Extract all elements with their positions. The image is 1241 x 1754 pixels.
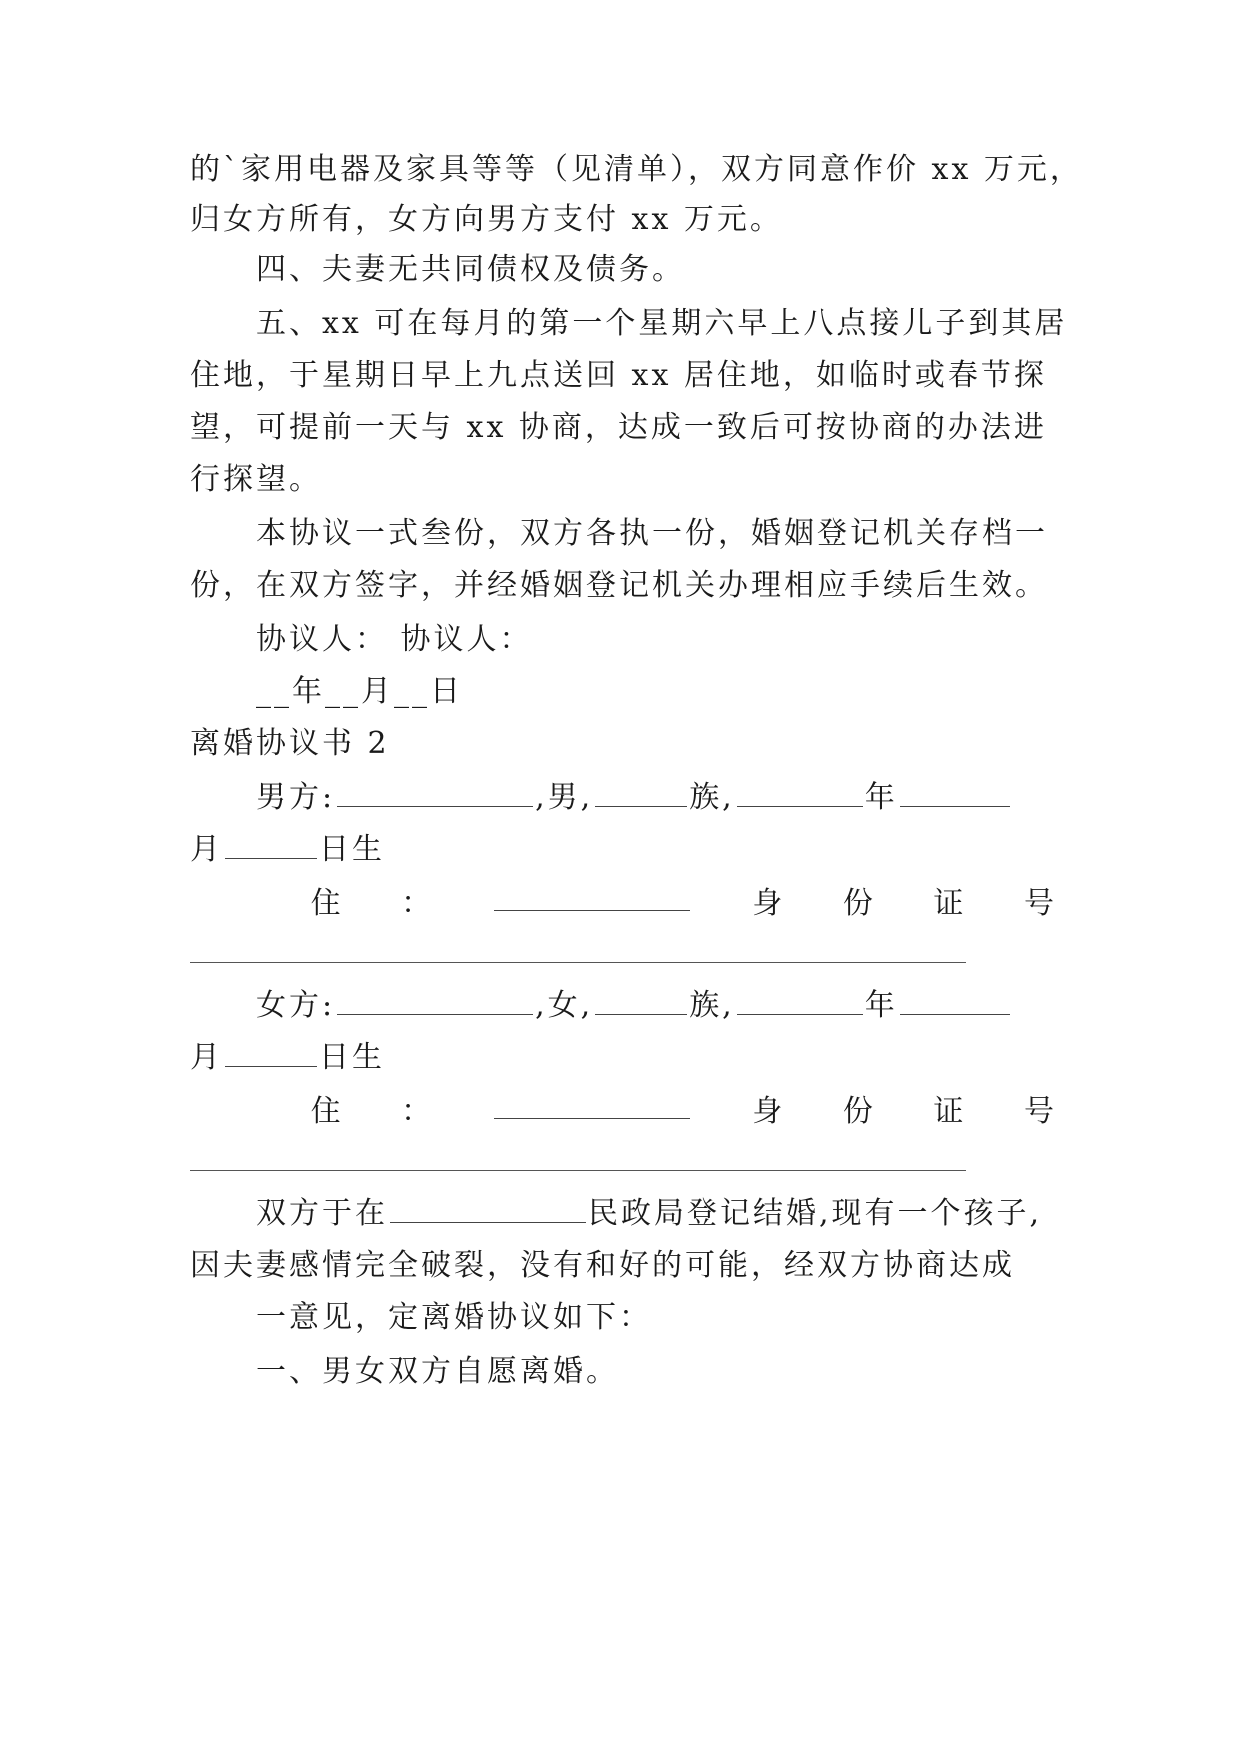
id-char-fen: 份	[842, 886, 873, 921]
id-char-fen: 份	[842, 1094, 873, 1129]
female-address-blank[interactable]	[494, 1092, 690, 1119]
marriage-line	[256, 1194, 1042, 1234]
clause-four: 四、夫妻无共同债权及债务。	[256, 252, 685, 287]
female-gender: ,女,	[535, 988, 594, 1023]
paragraph-line: 的`家用电器及家具等等（见清单），双方同意作价 xx 万元，	[190, 152, 1083, 187]
female-year-blank[interactable]	[737, 988, 863, 1015]
female-ethnic: 族,	[689, 988, 735, 1023]
copies-line: 本协议一式叁份，双方各执一份，婚姻登记机关存档一	[256, 516, 1048, 551]
female-label: 女方:	[256, 988, 336, 1023]
id-char-zheng: 证	[933, 886, 964, 921]
clause-five-line: 行探望。	[190, 462, 322, 497]
male-id-blank[interactable]	[190, 962, 966, 963]
male-month: 月	[190, 832, 223, 867]
female-birth-line	[190, 1038, 385, 1078]
paragraph-line: 归女方所有，女方向男方支付 xx 万元。	[190, 202, 783, 237]
marriage-line: 一意见，定离婚协议如下：	[256, 1300, 652, 1335]
clause-five-line: 望，可提前一天与 xx 协商，达成一致后可按协商的办法进	[190, 410, 1047, 445]
male-ethnic-blank[interactable]	[595, 780, 687, 807]
male-label: 男方:	[256, 780, 336, 815]
female-month-blank[interactable]	[900, 988, 1010, 1015]
male-address-colon: ：	[401, 886, 432, 921]
female-name-blank[interactable]	[337, 988, 533, 1015]
male-year: 年	[864, 780, 898, 815]
female-ethnic-blank[interactable]	[595, 988, 687, 1015]
female-address-line	[190, 1092, 1054, 1132]
male-ethnic: 族,	[689, 780, 735, 815]
signers-line: 协议人： 协议人：	[256, 622, 533, 657]
id-char-shen: 身	[752, 1094, 783, 1129]
marriage-text-b: 民政局登记结婚,现有一个孩子,	[588, 1196, 1043, 1231]
male-address-line	[190, 884, 1054, 924]
female-info-line	[256, 986, 1012, 1026]
copies-line: 份，在双方签字，并经婚姻登记机关办理相应手续后生效。	[190, 568, 1048, 603]
id-char-hao: 号	[1023, 1094, 1054, 1129]
clause-five-line: 住地，于星期日早上九点送回 xx 居住地，如临时或春节探	[190, 358, 1047, 393]
clause-five-line: 五、xx 可在每月的第一个星期六早上八点接儿子到其居	[256, 306, 1068, 341]
id-char-hao: 号	[1023, 886, 1054, 921]
male-year-blank[interactable]	[737, 780, 863, 807]
male-address-label: 住	[310, 886, 341, 921]
marriage-text-a: 双方于在	[256, 1196, 388, 1231]
male-month-blank[interactable]	[900, 780, 1010, 807]
date-line: __年__月__日	[256, 674, 463, 709]
female-year: 年	[864, 988, 898, 1023]
male-name-blank[interactable]	[337, 780, 533, 807]
female-day-born: 日生	[319, 1040, 385, 1075]
male-day-born: 日生	[319, 832, 385, 867]
male-day-blank[interactable]	[225, 832, 317, 859]
marriage-line: 因夫妻感情完全破裂，没有和好的可能，经双方协商达成	[190, 1248, 1015, 1283]
female-address-colon: ：	[401, 1094, 432, 1129]
female-address-label: 住	[310, 1094, 341, 1129]
registry-blank[interactable]	[390, 1196, 586, 1223]
female-id-blank[interactable]	[190, 1170, 966, 1171]
clause-one: 一、男女双方自愿离婚。	[256, 1354, 619, 1389]
female-day-blank[interactable]	[225, 1040, 317, 1067]
male-address-blank[interactable]	[494, 884, 690, 911]
id-char-shen: 身	[752, 886, 783, 921]
id-char-zheng: 证	[933, 1094, 964, 1129]
male-birth-line	[190, 830, 385, 870]
male-gender: ,男,	[535, 780, 594, 815]
male-info-line	[256, 778, 1012, 818]
female-month: 月	[190, 1040, 223, 1075]
section-title: 离婚协议书 2	[190, 726, 390, 761]
